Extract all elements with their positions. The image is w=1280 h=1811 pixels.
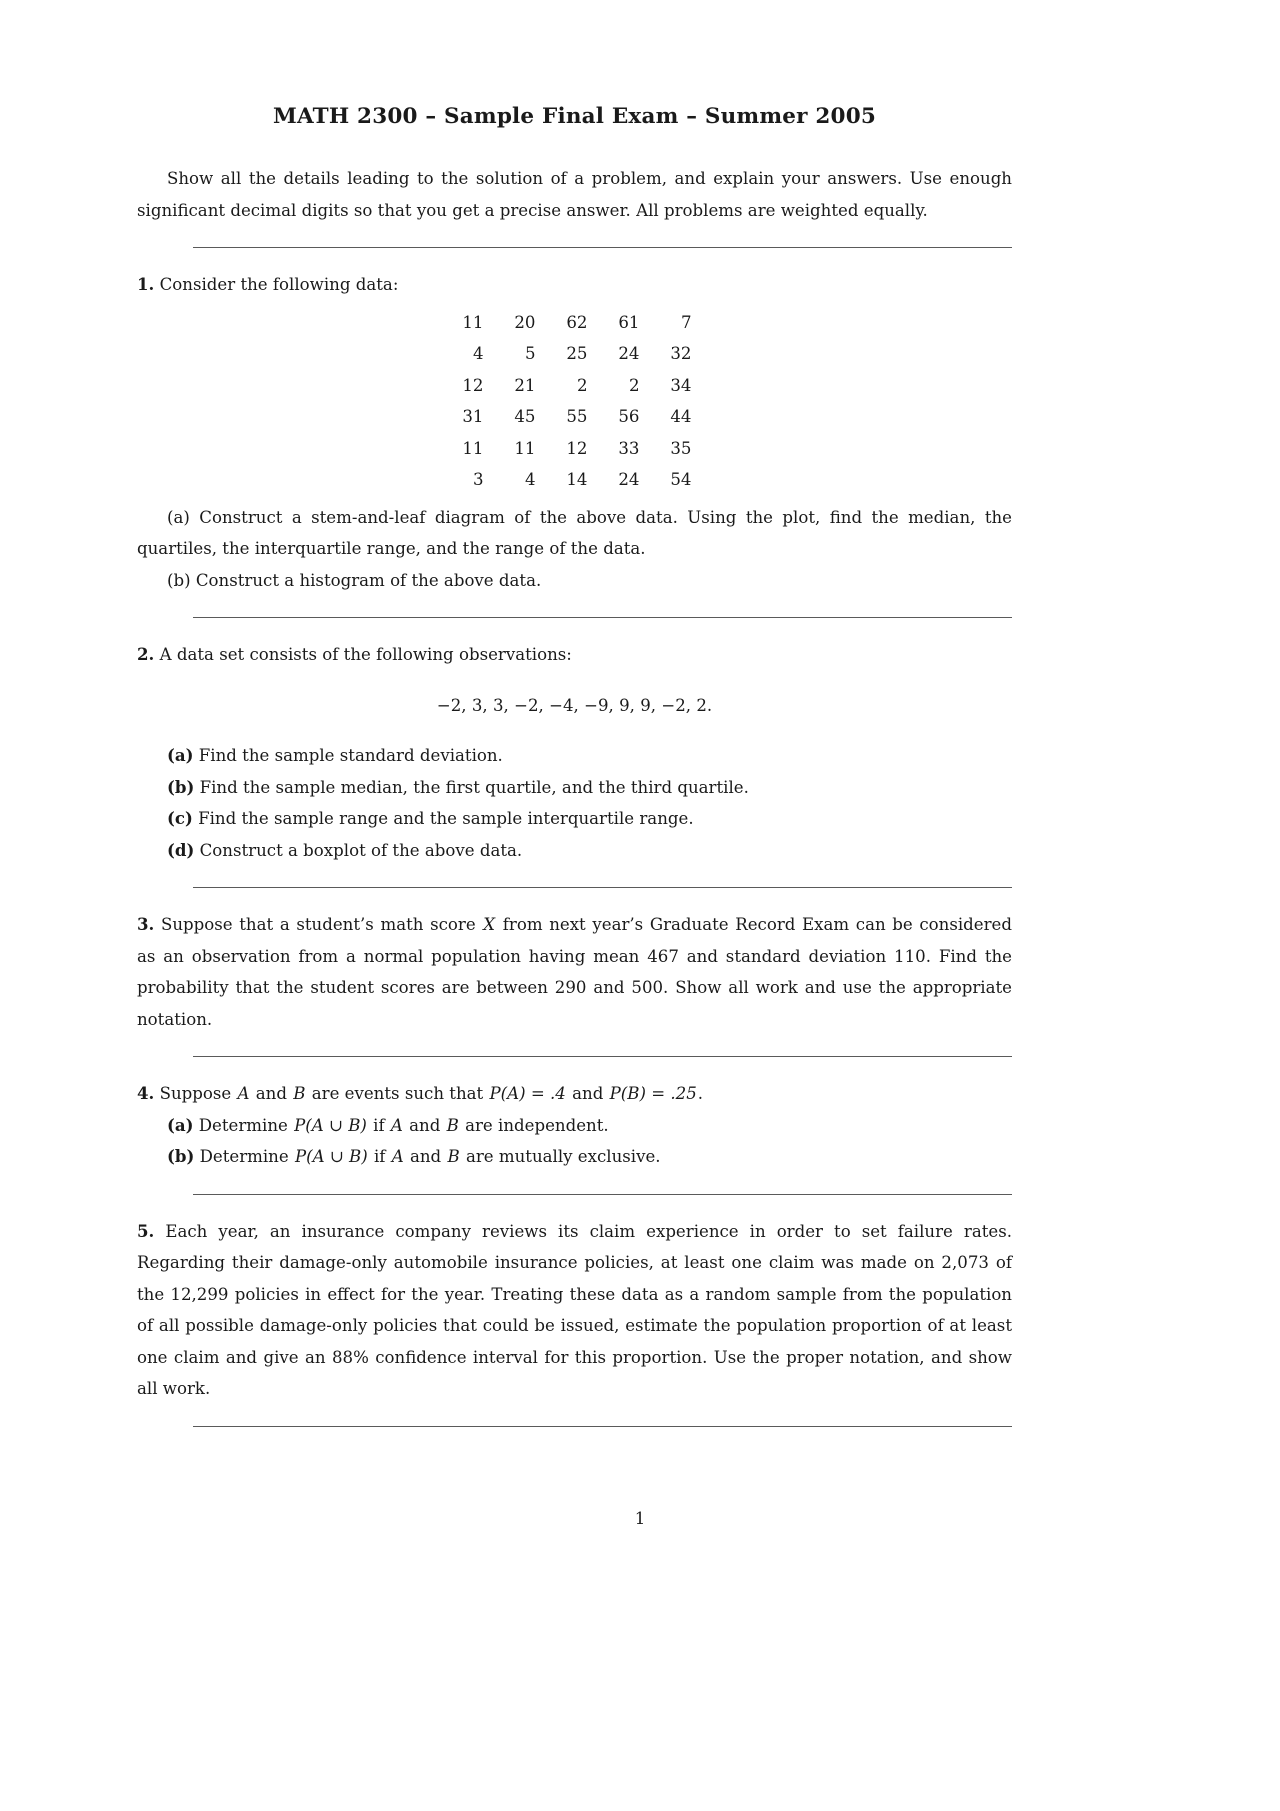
problem-2-part-d [137, 835, 1012, 867]
problem-4-prob-b-expr: P(B) = .25 [609, 1084, 697, 1103]
problem-4-part-b-text-1: Determine [199, 1147, 294, 1166]
data-cell: 11 [462, 438, 484, 458]
data-cell: 44 [670, 407, 692, 426]
problem-4-part-b-label: (b) [167, 1146, 195, 1166]
data-cell: 2 [628, 375, 640, 395]
problem-2-part-b-text: Find the sample median, the first quartile, and the third quartile. [199, 777, 749, 797]
instructions-paragraph: Show all the details leading to the solution of a problem, and explain your answers. Use enough significant decimal digits so that you get a precise answer. All problems are weighted equally. [137, 169, 1012, 220]
data-cell: 4 [524, 470, 536, 489]
problem-4-part-a [137, 1110, 1012, 1142]
problem-1-number: 1. [137, 274, 155, 294]
problem-2-part-c [137, 803, 1012, 835]
problem-4-part-a-text-4: are independent. [459, 1115, 609, 1135]
problem-5-text: Each year, an insurance company reviews its claim experience in order to set failure rates. Regarding their damage-only automobile insurance policies, at least one claim was made on 2,073 of the 12,299 policies in effect for the year. Treating these data as a random sample from the population of all possible damage-only policies that could be issued, estimate the population proportion of at least one claim and give an 88% confidence interval for this proportion. Use the proper notation, and show all work. [137, 1221, 1012, 1398]
problem-3 [137, 909, 1012, 1035]
data-cell: 24 [618, 344, 640, 363]
problem-4-stem-part-4: and [566, 1084, 609, 1103]
problem-2-part-a-label: (a) [167, 745, 194, 765]
problem-5-stem [137, 1216, 1012, 1405]
problem-2-stem [137, 639, 1012, 671]
problem-4-part-b-text-2: if [368, 1147, 391, 1166]
table-row [458, 370, 692, 402]
data-cell: 11 [514, 438, 536, 458]
data-cell: 45 [514, 407, 536, 426]
data-cell: 12 [462, 375, 484, 395]
section-divider-4 [193, 1056, 1012, 1057]
problem-2-part-c-text: Find the sample range and the sample interquartile range. [198, 809, 694, 828]
problem-1-stem [137, 269, 1012, 301]
problem-3-text-before: Suppose that a student’s math score [160, 915, 483, 934]
table-row [458, 464, 692, 496]
problem-4-part-b-event-a: A [391, 1147, 404, 1166]
problem-4-stem-part-1: Suppose [159, 1084, 237, 1103]
problem-2-stem-text: A data set consists of the following observations: [159, 645, 572, 664]
data-cell: 34 [670, 375, 692, 395]
data-cell: 12 [566, 438, 588, 458]
table-row [458, 433, 692, 465]
problem-1-part-b-label: (b) [167, 570, 191, 590]
problem-2-number: 2. [137, 644, 155, 664]
problem-4-part-a-event-b: B [446, 1115, 459, 1135]
section-divider-6 [193, 1426, 1012, 1427]
data-cell: 25 [566, 344, 588, 363]
problem-4-part-a-label: (a) [167, 1114, 194, 1135]
data-cell: 3 [472, 470, 484, 489]
problem-4-part-a-union-expr: P(A ∪ B) [294, 1115, 367, 1135]
problem-5-number: 5. [137, 1220, 155, 1241]
section-divider-1 [193, 247, 1012, 248]
problem-4-stem [137, 1078, 1012, 1110]
problem-4-prob-a-expr: P(A) = .4 [489, 1084, 566, 1103]
problem-3-text-after: from next year’s Graduate Record Exam can be considered as an observation from a normal population having mean 467 and standard deviation 110. Find the probability that the student scores are between 290 and 500. Show all work and use the appropriate notation. [137, 915, 1012, 1029]
data-cell: 54 [670, 470, 692, 489]
problem-4-part-b-union-expr: P(A ∪ B) [294, 1147, 368, 1166]
problem-1-stem-text: Consider the following data: [159, 275, 399, 294]
problem-4-part-a-text-1: Determine [198, 1115, 294, 1135]
problem-3-number: 3. [137, 914, 155, 934]
problem-4-event-a: A [237, 1084, 250, 1103]
problem-2-part-d-text: Construct a boxplot of the above data. [199, 840, 523, 860]
data-cell: 31 [462, 407, 484, 426]
data-cell: 2 [576, 375, 588, 395]
problem-2-part-a-text: Find the sample standard deviation. [198, 746, 503, 765]
problem-4-part-b-event-b: B [447, 1147, 460, 1166]
data-cell: 35 [670, 438, 692, 458]
data-cell: 7 [680, 312, 692, 332]
data-cell: 24 [618, 470, 640, 489]
problem-4-stem-part-5: . [697, 1084, 704, 1103]
data-cell: 61 [618, 312, 640, 332]
problem-2-part-d-label: (d) [167, 839, 195, 860]
problem-4-part-a-event-a: A [390, 1115, 403, 1135]
table-row [458, 401, 692, 433]
page-number-footer: 1 [634, 1509, 646, 1528]
problem-1-part-a-text: Construct a stem-and-leaf diagram of the above data. Using the plot, find the median, the quartiles, the interquartile range, and the range of the data. [137, 507, 1013, 558]
problem-4-stem-part-2: and [250, 1084, 293, 1103]
problem-3-variable-x: X [483, 915, 496, 934]
problem-2-part-a [137, 740, 1012, 772]
data-cell: 21 [514, 375, 536, 395]
problem-4-part-a-text-2: if [367, 1115, 390, 1135]
section-divider-2 [193, 617, 1012, 618]
table-row [458, 307, 692, 339]
problem-4-part-b-text-3: and [404, 1147, 447, 1166]
problem-4-number: 4. [137, 1083, 155, 1103]
problem-1-part-b-text: Construct a histogram of the above data. [195, 570, 542, 590]
page-title: MATH 2300 – Sample Final Exam – Summer 2005 [272, 104, 877, 129]
problem-2-part-b-label: (b) [167, 776, 195, 797]
data-cell: 4 [472, 344, 484, 363]
data-cell: 32 [670, 344, 692, 363]
problem-1 [137, 269, 1012, 596]
problem-2-part-b [137, 772, 1012, 804]
problem-1-data-grid [458, 307, 692, 496]
data-cell: 55 [566, 407, 588, 426]
data-cell: 5 [524, 344, 536, 363]
problem-4 [137, 1078, 1012, 1173]
data-cell: 14 [566, 470, 588, 489]
section-divider-3 [193, 887, 1012, 888]
problem-2-part-c-label: (c) [167, 808, 193, 828]
problem-1-part-b [137, 565, 1012, 597]
problem-3-stem [137, 909, 1012, 1035]
section-divider-5 [193, 1194, 1012, 1195]
page-content [137, 104, 1012, 1448]
problem-4-part-b [137, 1141, 1012, 1173]
problem-4-part-b-text-4: are mutually exclusive. [460, 1147, 661, 1166]
data-cell: 11 [462, 312, 484, 332]
data-cell: 33 [618, 438, 640, 458]
problem-1-part-a [137, 502, 1012, 565]
problem-4-part-a-text-3: and [403, 1115, 446, 1135]
data-cell: 62 [566, 312, 588, 332]
data-cell: 56 [618, 407, 640, 426]
problem-2 [137, 639, 1012, 866]
problem-1-part-a-label: (a) [167, 507, 190, 527]
problem-5 [137, 1216, 1012, 1405]
table-row [458, 338, 692, 370]
problem-2-observations: −2, 3, 3, −2, −4, −9, 9, 9, −2, 2. [436, 695, 713, 715]
problem-4-stem-part-3: are events such that [306, 1084, 489, 1103]
problem-4-event-b: B [293, 1084, 306, 1103]
data-cell: 20 [514, 312, 536, 332]
